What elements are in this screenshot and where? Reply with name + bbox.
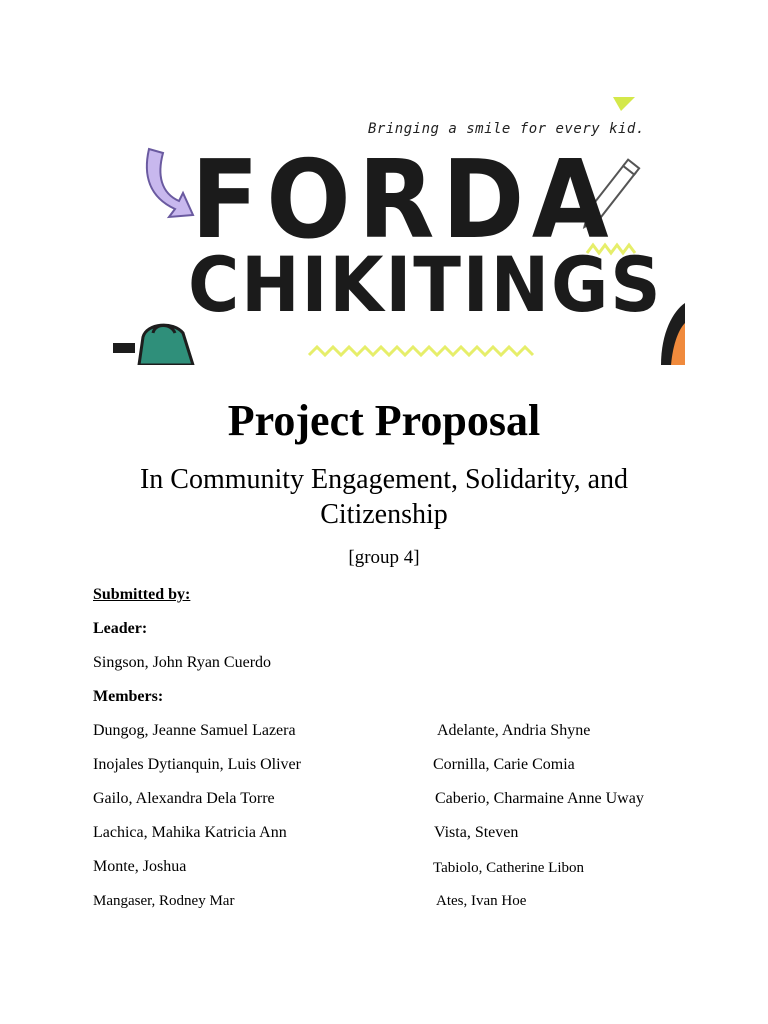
project-logo-banner	[113, 97, 685, 365]
member-name: Gailo, Alexandra Dela Torre	[93, 790, 275, 807]
logo-text-forda: FORDA	[191, 138, 617, 263]
members-heading: Members:	[93, 688, 164, 705]
member-name: Monte, Joshua	[93, 858, 187, 875]
curved-arrow-icon	[147, 149, 193, 217]
member-name: Inojales Dytianquin, Luis Oliver	[93, 756, 301, 773]
zigzag-decoration	[309, 347, 533, 355]
leader-heading: Leader:	[93, 620, 148, 637]
logo-text-chikitings: CHIKITINGS	[188, 240, 663, 329]
submitted-by-heading: Submitted by:	[93, 586, 191, 603]
lime-corner-decoration	[613, 97, 635, 111]
backpack-icon	[113, 325, 193, 365]
member-name: Tabiolo, Catherine Libon	[433, 860, 584, 876]
member-name: Ates, Ivan Hoe	[436, 893, 527, 909]
logo-tagline: Bringing a smile for every kid.	[368, 121, 645, 137]
orange-corner-decoration	[661, 303, 685, 365]
member-name: Cornilla, Carie Comia	[433, 756, 575, 773]
leader-name: Singson, John Ryan Cuerdo	[93, 654, 272, 671]
member-name: Caberio, Charmaine Anne Uway	[435, 790, 644, 807]
member-name: Vista, Steven	[434, 824, 519, 841]
member-name: Adelante, Andria Shyne	[437, 722, 591, 739]
member-name: Mangaser, Rodney Mar	[93, 893, 235, 909]
document-subtitle: In Community Engagement, Solidarity, and Citizenship	[139, 464, 629, 530]
member-name: Lachica, Mahika Katricia Ann	[93, 824, 287, 841]
group-label: [group 4]	[348, 547, 420, 568]
document-title: Project Proposal	[227, 396, 541, 445]
member-name: Dungog, Jeanne Samuel Lazera	[93, 722, 296, 739]
